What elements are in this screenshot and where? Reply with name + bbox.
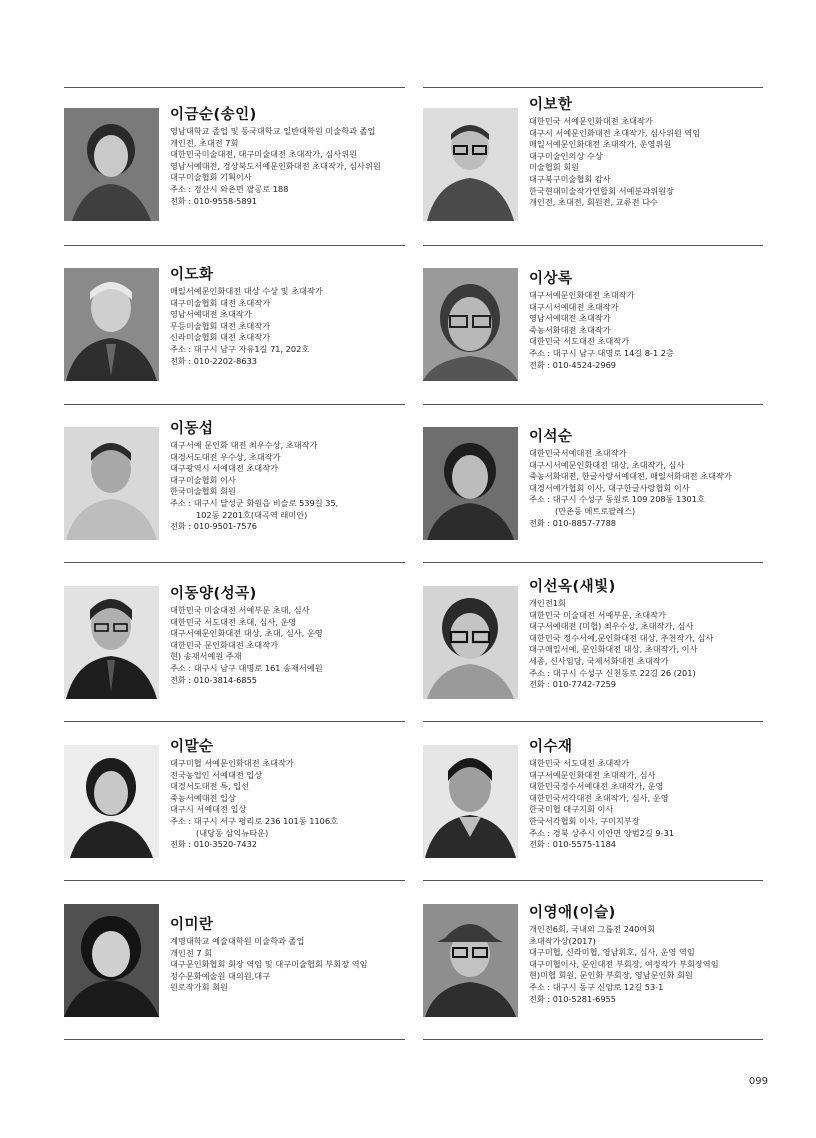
bio-line: 대경서예가협회 이사, 대구한글사랑협회 이사 bbox=[529, 482, 690, 493]
bio-line: 대구미술인의상 수상 bbox=[529, 150, 603, 161]
divider bbox=[64, 880, 405, 881]
profile-photo bbox=[64, 427, 159, 540]
bio-line: 죽농서예대전 입상 bbox=[170, 792, 236, 803]
bio-line: 대한민국 서예문인화대전 초대작가 bbox=[529, 116, 653, 126]
divider bbox=[64, 245, 405, 246]
divider bbox=[423, 245, 763, 246]
person-name: 이동섭 bbox=[170, 421, 214, 437]
divider bbox=[64, 404, 405, 405]
bio-line: 한국미술협회 회원 bbox=[170, 486, 236, 497]
bio-line: 대한민국 서도대전 초대, 심사, 운영 bbox=[170, 616, 297, 627]
person-name: 이수재 bbox=[529, 739, 573, 755]
bio-line: 대한민국서예대전 초대작가 bbox=[529, 448, 627, 458]
bio-line: 무등미술협회 대전 초대작가 bbox=[170, 320, 271, 331]
bio-line: 대구시서예대전 초대작가 bbox=[529, 301, 619, 312]
person-name: 이도화 bbox=[170, 267, 214, 283]
person-name: 이보한 bbox=[529, 97, 573, 113]
phone: 전화 : 010-8857-7788 bbox=[529, 517, 616, 528]
bio-line: 대한민국미술대전, 대구미술대전 초대작가, 심사위원 bbox=[170, 149, 358, 160]
address: 주소 : 경산시 와촌면 팔공로 188 bbox=[170, 183, 289, 194]
profile-photo bbox=[64, 745, 159, 858]
profile-photo bbox=[423, 745, 518, 858]
address: 주소 : 경북 상주시 이안면 양범2길 9-31 bbox=[529, 827, 674, 838]
person-name: 이미란 bbox=[170, 917, 214, 933]
bio-line: 전국농업인 서예대전 입상 bbox=[170, 769, 263, 780]
bio-line: 대한민국 정수서예,문인화대전 대상, 추천작가, 심사 bbox=[529, 632, 714, 643]
divider bbox=[423, 562, 763, 563]
bio-line: 영남서예대전 초대작가 bbox=[529, 313, 611, 324]
bio-line: 매일서예문인화대전 초대작가, 운영위원 bbox=[529, 139, 672, 150]
person-name: 이영애(이슬) bbox=[529, 905, 616, 921]
bio-line: 대한민국 미술대전 서예부문 초대, 심사 bbox=[170, 605, 310, 615]
address: 주소 : 대구시 남구 대명로 14길 8-1 2층 bbox=[529, 347, 674, 358]
bio-line: 미술협회 회원 bbox=[529, 162, 580, 173]
bio-line: 죽농서화대전, 한글사랑서예대전, 매일서화대전 초대작가 bbox=[529, 471, 732, 482]
bio-line: 대구서예문인화대전 초대작가 bbox=[529, 290, 635, 300]
bio-line: 대구서예 문인화 대전 최우수상, 초대작가 bbox=[170, 440, 318, 450]
bio-line: 대한민국 서도대전 초대작가 bbox=[529, 758, 630, 768]
address: 주소 : 대구시 수성구 동원로 109 208동 1301호 bbox=[529, 494, 705, 505]
address-continued: (만촌동 메트로팔레스) bbox=[555, 505, 636, 516]
bio-line: 대한민국 문인화대전 초대작가 bbox=[170, 639, 279, 650]
bio-line: 영남서예대전, 경상북도서예문인화대전 초대작가, 심사위원 bbox=[170, 160, 381, 171]
bio-line: 개인전 7 회 bbox=[170, 947, 213, 958]
address: 주소 : 대구시 달성군 화원읍 비슬로 539길 35, bbox=[170, 497, 339, 508]
bio-line: 대구서예대전 (미협) 최우수상, 초대작가, 심사 bbox=[529, 621, 694, 632]
divider bbox=[423, 404, 763, 405]
bio-line: 대구미술협회 이사 bbox=[170, 474, 236, 485]
phone: 전화 : 010-3814-6855 bbox=[170, 674, 257, 685]
phone: 전화 : 010-5281-6955 bbox=[529, 993, 616, 1004]
bio-line: 대한민국 서도대전 초대작가 bbox=[529, 336, 630, 347]
phone: 전화 : 010-4524-2969 bbox=[529, 359, 616, 370]
bio-line: 대구시 서예문인화대전 초대작가, 심사위원 역임 bbox=[529, 127, 701, 138]
person-name: 이상록 bbox=[529, 271, 573, 287]
address-continued: 102동 2201호(대곡역 래미안) bbox=[196, 509, 308, 520]
bio-line: 대구매일서예, 문인화대전 대상, 초대작가, 이사 bbox=[529, 644, 698, 655]
bio-line: 대한민국정수서예대전 초대작가, 운영 bbox=[529, 781, 664, 792]
bio-line: 대구미술협회 기획이사 bbox=[170, 172, 252, 183]
bio-line: 한국미협 대구지회 이사 bbox=[529, 804, 614, 815]
divider bbox=[64, 721, 405, 722]
profile-photo bbox=[423, 268, 518, 381]
bio-line: 세종, 신사임당, 국제서화대전 초대작가 bbox=[529, 655, 669, 666]
bio-line: 대경서도대전 우수상, 초대작가 bbox=[170, 451, 281, 462]
bio-line: 대구미협, 신라미협, 영남휘호, 심사, 운영 역임 bbox=[529, 947, 695, 958]
bio-line: 영남서예대전 초대작가 bbox=[170, 309, 252, 320]
bio-line: 영남대학교 졸업 및 동국대학교 일반대학원 미술학과 졸업 bbox=[170, 126, 376, 136]
profile-photo bbox=[64, 904, 159, 1017]
bio-line: 개인전, 초대전, 회원전, 교류전 다수 bbox=[529, 197, 658, 208]
person-name: 이석순 bbox=[529, 429, 573, 445]
profile-photo bbox=[64, 268, 159, 381]
bio-line: 대구미술협회 대전 초대작가 bbox=[170, 297, 271, 308]
bio-line: 원로작가회 회원 bbox=[170, 982, 228, 993]
divider bbox=[423, 880, 763, 881]
phone: 전화 : 010-9558-5891 bbox=[170, 195, 257, 206]
phone: 전화 : 010-2202-8633 bbox=[170, 355, 257, 366]
bio-line: 개인전, 초대전 7회 bbox=[170, 137, 239, 148]
address: 주소 : 대구시 남구 자유1길 71, 202호 bbox=[170, 343, 310, 354]
address: 주소 : 대구시 남구 대명로 161 송재서예원 bbox=[170, 662, 323, 673]
bio-line: 대구미협 서예문인화대전 초대작가 bbox=[170, 758, 294, 768]
profile-photo bbox=[423, 586, 518, 699]
profile-photo bbox=[64, 108, 159, 221]
address: 주소 : 대구시 동구 신암로 12길 53-1 bbox=[529, 981, 664, 992]
bio-line: 정수문화예술원 대의원,대구 bbox=[170, 970, 271, 981]
bio-line: 개인전1회 bbox=[529, 598, 566, 608]
bio-line: 대구시 서예대전 입상 bbox=[170, 804, 247, 815]
divider bbox=[423, 721, 763, 722]
bio-line: 대구북구미술협회 감사 bbox=[529, 173, 611, 184]
page-number: 099 bbox=[748, 1076, 768, 1087]
bio-line: 대구서예문인화대전 대상, 초대, 심사, 운영 bbox=[170, 628, 323, 639]
bio-line: 신라미술협회 대전 초대작가 bbox=[170, 332, 271, 343]
address: 주소 : 대구시 수성구 신천동로 22길 26 (201) bbox=[529, 667, 696, 678]
bio-line: 대구시서예문인화대전 대상, 초대작가, 심사 bbox=[529, 459, 685, 470]
bio-line: 매일서예문인화대전 대상 수상 및 초대작가 bbox=[170, 286, 323, 296]
phone: 전화 : 010-5575-1184 bbox=[529, 839, 616, 850]
bio-line: 대한민국 미술대전 서예부문, 초대작가 bbox=[529, 609, 666, 620]
person-name: 이동양(성곡) bbox=[170, 586, 257, 602]
bio-line: 대경서도대전 특, 입선 bbox=[170, 781, 249, 792]
divider bbox=[64, 87, 405, 88]
divider bbox=[423, 1039, 763, 1040]
phone: 전화 : 010-7742-7259 bbox=[529, 679, 616, 690]
profile-photo bbox=[423, 427, 518, 540]
bio-line: 대구서예문인화대전 초대작가, 심사 bbox=[529, 769, 656, 780]
profile-photo bbox=[64, 586, 159, 699]
person-name: 이금순(송인) bbox=[170, 107, 257, 123]
divider bbox=[64, 562, 405, 563]
address-continued: (내당동 삼익뉴타운) bbox=[196, 827, 269, 838]
bio-line: 한국서각협회 이사, 구미지부장 bbox=[529, 815, 640, 826]
bio-line: 죽농서화대전 초대작가 bbox=[529, 324, 611, 335]
profile-photo bbox=[423, 108, 518, 221]
bio-line: 대구광역시 서예대전 초대작가 bbox=[170, 463, 279, 474]
bio-line: 현) 송재서예원 주재 bbox=[170, 651, 242, 662]
person-name: 이선옥(새빛) bbox=[529, 579, 616, 595]
bio-line: 계명대학교 예술대학원 미술학과 졸업 bbox=[170, 936, 305, 946]
phone: 전화 : 010-9501-7576 bbox=[170, 521, 257, 532]
bio-line: 대구미협이사, 문인대전 부회장, 여정작가 부회장역임 bbox=[529, 958, 719, 969]
divider bbox=[423, 87, 763, 88]
bio-line: 한국현대미술작가연합회 서예분과위원장 bbox=[529, 185, 674, 196]
phone: 전화 : 010-3520-7432 bbox=[170, 839, 257, 850]
bio-line: 초대작가상(2017) bbox=[529, 935, 596, 946]
bio-line: 대한민국서각대전 초대작가, 심사, 운영 bbox=[529, 792, 669, 803]
person-name: 이말순 bbox=[170, 739, 214, 755]
bio-line: 현)미협 회원, 문인화 부회장, 영남문인화 회원 bbox=[529, 970, 693, 981]
profile-photo bbox=[423, 904, 518, 1017]
divider bbox=[64, 1039, 405, 1040]
bio-line: 개인전6회, 국내외 그룹전 240여회 bbox=[529, 924, 656, 934]
bio-line: 대구문인화협회 회장 역임 및 대구미술협회 부회장 역임 bbox=[170, 959, 368, 970]
address: 주소 : 대구시 서구 평리로 236 101동 1106호 bbox=[170, 815, 338, 826]
